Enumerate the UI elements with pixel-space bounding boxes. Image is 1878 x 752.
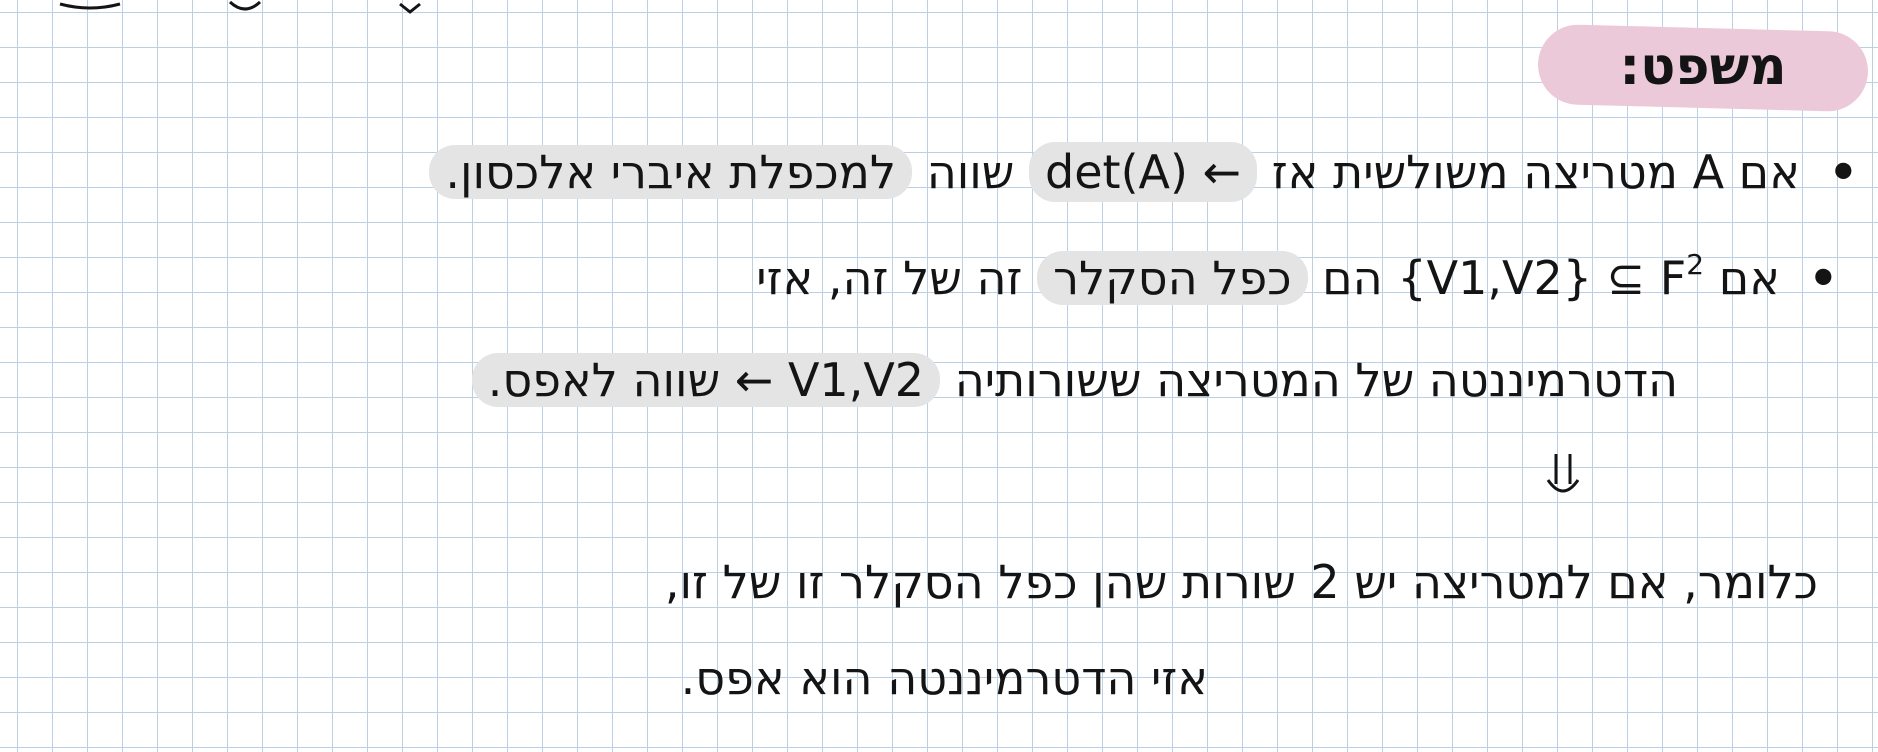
title-block (1538, 28, 1868, 108)
bullet-1: • (1828, 145, 1858, 199)
statement-line-2 (20, 248, 1838, 308)
line1-part3: שווה (926, 145, 1015, 199)
line3-highlight: V1,V2 ← שווה לאפס. (472, 353, 940, 407)
line2-part2: הם (1322, 251, 1383, 305)
line3-vectors: V1,V2 (787, 353, 925, 407)
line2-part1: אם (1718, 251, 1780, 305)
line3-part1: הדטרמיננטה של המטריצה ששורותיה (954, 353, 1678, 407)
implies-arrow-icon (1544, 450, 1584, 500)
statement-line-1 (20, 142, 1858, 202)
line1-det-highlight: det(A) ← (1029, 142, 1257, 202)
line2-set-text: {V1,V2} ⊆ F (1397, 251, 1687, 305)
page-title: משפט: (1619, 37, 1787, 97)
line2-part3: כפל הסקלר (1037, 251, 1307, 305)
line4-text: כלומר, אם למטריצה יש 2 שורות שהן כפל הסקלר זו של זו, (664, 555, 1818, 609)
line2-part4: זה של זה, אזי (756, 251, 1023, 305)
line2-set (1397, 248, 1704, 308)
line5-text: אזי הדטרמיננטה הוא אפס. (680, 651, 1208, 705)
bullet-2: • (1808, 251, 1838, 305)
line3-part2: שווה לאפס. (487, 353, 721, 407)
cut-off-handwriting-top (0, 0, 1878, 20)
line1-det: det(A) (1045, 145, 1188, 199)
line1-part4: למכפלת איברי אלכסון. (429, 145, 912, 199)
line1-part1: אם A מטריצה משולשית (1333, 145, 1800, 199)
conclusion-line-2 (20, 648, 1208, 708)
line1-part2: אז (1271, 145, 1319, 199)
line2-set-superscript: 2 (1686, 248, 1705, 281)
statement-line-3 (20, 350, 1678, 410)
conclusion-line-1 (20, 552, 1818, 612)
